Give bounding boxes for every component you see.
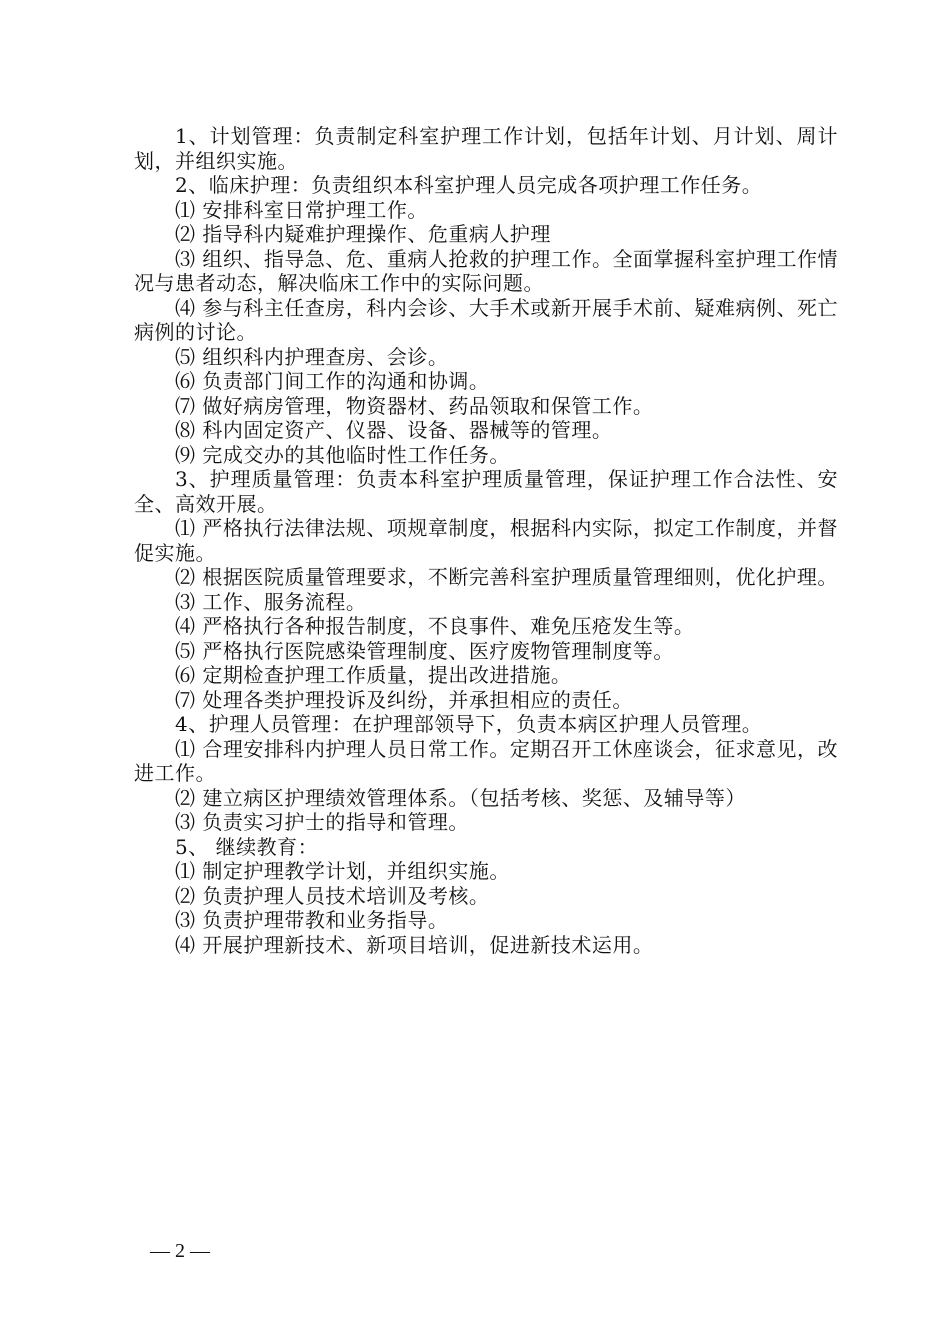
paragraph: 4、护理人员管理：在护理部领导下，负责本病区护理人员管理。 [175, 712, 763, 736]
paragraph: ⑶ 工作、服务流程。 [175, 589, 367, 614]
paragraph: ⑴ 安排科室日常护理工作。 [175, 197, 428, 222]
paragraph: 3、护理质量管理：负责本科室护理质量管理，保证护理工作合法性、安全、高效开展。 [134, 467, 838, 516]
paragraph: ⑷ 参与科主任查房，科内会诊、大手术或新开展手术前、疑难病例、死亡病例的讨论。 [134, 295, 838, 344]
paragraph: ⑷ 开展护理新技术、新项目培训，促进新技术运用。 [175, 932, 654, 957]
page-number: — 2 — [150, 1240, 210, 1262]
paragraph: ⑺ 处理各类护理投诉及纠纷，并承担相应的责任。 [175, 687, 633, 712]
paragraph: ⑵ 负责护理人员技术培训及考核。 [175, 883, 490, 908]
paragraph: ⑻ 科内固定资产、仪器、设备、器械等的管理。 [175, 418, 613, 442]
paragraph: ⑷ 严格执行各种报告制度，不良事件、难免压疮发生等。 [175, 614, 695, 638]
paragraph: ⑶ 负责实习护士的指导和管理。 [175, 810, 469, 834]
paragraph: ⑵ 指导科内疑难护理操作、危重病人护理 [175, 222, 551, 246]
paragraph: 2、临床护理：负责组织本科室护理人员完成各项护理工作任务。 [175, 173, 763, 197]
paragraph: ⑹ 负责部门间工作的沟通和协调。 [175, 369, 490, 393]
paragraph: ⑴ 制定护理教学计划，并组织实施。 [175, 859, 510, 883]
paragraph: ⑼ 完成交办的其他临时性工作任务。 [175, 442, 510, 467]
paragraph: 5、 继续教育： [175, 834, 319, 859]
paragraph: ⑸ 严格执行医院感染管理制度、医疗废物管理制度等。 [175, 638, 674, 663]
document-body [134, 124, 838, 957]
paragraph: 1、计划管理：负责制定科室护理工作计划，包括年计划、月计划、周计划，并组织实施。 [134, 124, 838, 173]
paragraph: ⑶ 负责护理带教和业务指导。 [175, 908, 449, 932]
paragraph: ⑴ 严格执行法律法规、项规章制度，根据科内实际，拟定工作制度，并督促实施。 [134, 516, 838, 565]
paragraph: ⑹ 定期检查护理工作质量，提出改进措施。 [175, 663, 572, 687]
paragraph: ⑵ 根据医院质量管理要求，不断完善科室护理质量管理细则，优化护理。 [175, 565, 838, 589]
paragraph: ⑺ 做好病房管理，物资器材、药品领取和保管工作。 [175, 393, 654, 418]
paragraph: ⑶ 组织、指导急、危、重病人抢救的护理工作。全面掌握科室护理工作情况与患者动态，解决临床工作中的实际问题。 [134, 246, 838, 295]
paragraph: ⑵ 建立病区护理绩效管理体系。（包括考核、奖惩、及辅导等） [175, 785, 746, 810]
paragraph: ⑴ 合理安排科内护理人员日常工作。定期召开工休座谈会，征求意见，改进工作。 [134, 736, 838, 785]
paragraph: ⑸ 组织科内护理查房、会诊。 [175, 344, 449, 369]
